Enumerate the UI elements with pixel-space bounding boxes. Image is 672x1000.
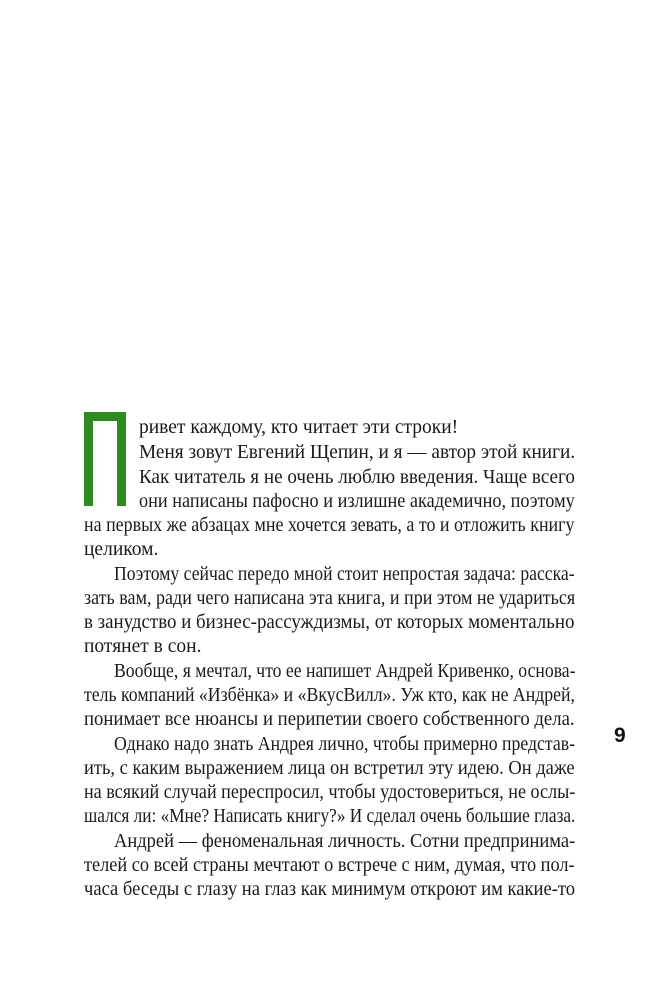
text-line: Поэтому сейчас передо мной стоит непростая задача: расска- xyxy=(114,564,575,585)
text-line: ить, с каким выражением лица он встретил эту идею. Он даже xyxy=(84,758,575,779)
text-line: Меня зовут Евгений Щепин, и я — автор этой книги. xyxy=(139,442,576,463)
text-line: в занудство и бизнес-рассуждизмы, от которых моментально xyxy=(84,612,575,633)
text-line: ривет каждому, кто читает эти строки! xyxy=(139,417,459,438)
text-line: Вообще, я мечтал, что ее напишет Андрей Кривенко, основа- xyxy=(114,661,576,682)
text-line: целиком. xyxy=(84,539,159,560)
text-line: телей со всей страны мечтают о встрече с ним, думая, что пол- xyxy=(84,855,575,876)
text-line: зать вам, ради чего написана эта книга, и при этом не удариться xyxy=(84,588,576,609)
text-line: на всякий случай переспросил, чтобы удостовериться, не ослы- xyxy=(84,782,576,803)
page-number: 9 xyxy=(614,724,626,747)
text-line: часа беседы с глазу на глаз как минимум откроют им какие-то xyxy=(84,879,576,900)
dropcap-letter xyxy=(84,412,126,506)
text-line: на первых же абзацах мне хочется зевать, а то и отложить книгу xyxy=(84,515,575,536)
text-line: потянет в сон. xyxy=(84,636,202,657)
text-line: Как читатель я не очень люблю введения. Чаще всего xyxy=(139,467,575,488)
text-line: они написаны пафосно и излишне академично, поэтому xyxy=(139,491,575,512)
text-line: понимает все нюансы и перипетии своего собственного дела. xyxy=(84,709,575,730)
text-line: Андрей — феноменальная личность. Сотни предпринима- xyxy=(114,831,576,852)
text-line: тель компаний «Избёнка» и «ВкусВилл». Уж кто, как не Андрей, xyxy=(84,685,576,706)
text-line: Однако надо знать Андрея лично, чтобы примерно представ- xyxy=(114,734,576,755)
text-line: шался ли: «Мне? Написать книгу?» И сделал очень большие глаза. xyxy=(84,806,576,827)
